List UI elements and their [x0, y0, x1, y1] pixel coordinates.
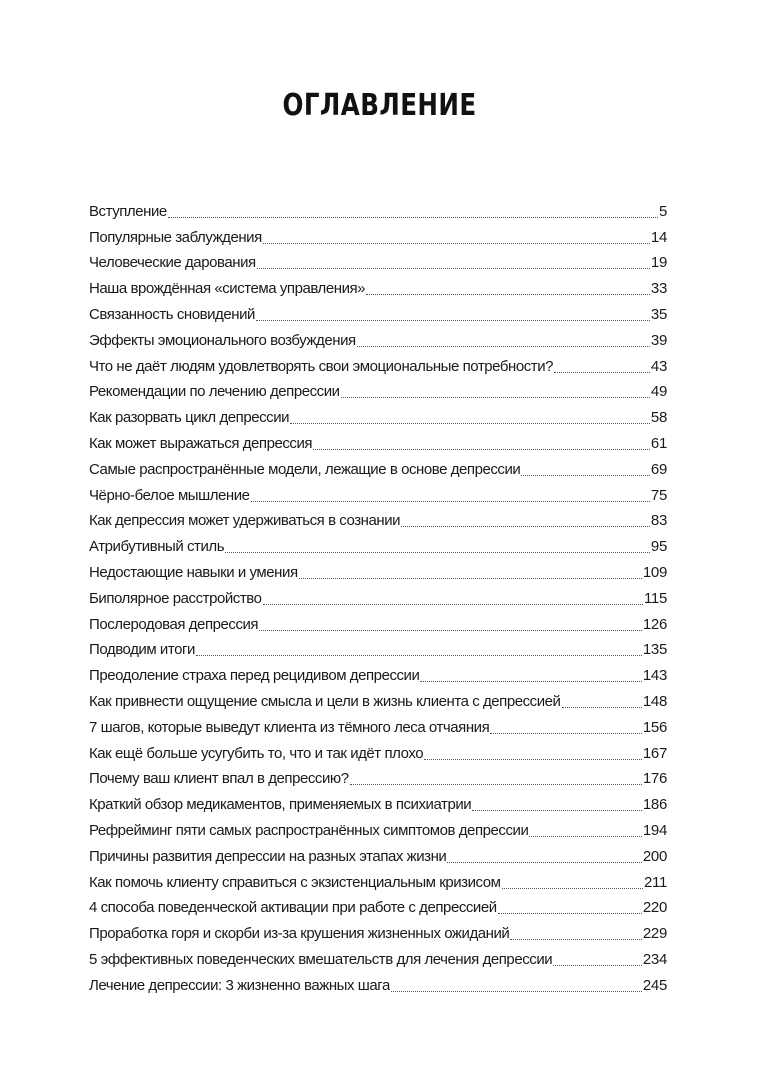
toc-entry-page-number: 167: [642, 744, 667, 762]
toc-entry[interactable]: [89, 273, 667, 299]
dot-leader: [521, 475, 650, 476]
toc-entry-page-number: 229: [642, 925, 667, 943]
dot-leader: [263, 604, 643, 605]
toc-entry[interactable]: [89, 635, 667, 661]
toc-entry-label: Как ещё больше усугубить то, что и так идёт плохо: [89, 744, 424, 762]
toc-entry[interactable]: [89, 454, 667, 480]
dot-leader: [168, 217, 658, 218]
toc-entry-label: Биполярное расстройство: [89, 589, 262, 607]
dot-leader: [502, 888, 643, 889]
dot-leader: [424, 759, 642, 760]
toc-entry-page-number: 49: [650, 383, 667, 401]
toc-entry-label: Рефрейминг пяти самых распространённых симптомов депрессии: [89, 821, 529, 839]
toc-entry-page-number: 19: [650, 254, 667, 272]
dot-leader: [341, 397, 650, 398]
toc-entry[interactable]: [89, 506, 667, 532]
toc-entry-label: 4 способа поведенческой активации при работе с депрессией: [89, 899, 497, 917]
toc-entry[interactable]: [89, 299, 667, 325]
dot-leader: [553, 965, 642, 966]
dot-leader: [447, 862, 642, 863]
toc-entry-page-number: 95: [650, 538, 667, 556]
toc-entry-label: Рекомендации по лечению депрессии: [89, 383, 340, 401]
toc-entry-label: Лечение депрессии: 3 жизненно важных шага: [89, 976, 390, 994]
dot-leader: [350, 784, 642, 785]
toc-entry-page-number: 176: [642, 770, 667, 788]
dot-leader: [554, 372, 650, 373]
toc-entry[interactable]: [89, 222, 667, 248]
toc-entry[interactable]: [89, 867, 667, 893]
toc-entry-label: Как разорвать цикл депрессии: [89, 409, 290, 427]
dot-leader: [196, 655, 642, 656]
toc-entry-page-number: 39: [650, 331, 667, 349]
toc-entry[interactable]: [89, 609, 667, 635]
toc-entry[interactable]: [89, 583, 667, 609]
dot-leader: [420, 681, 641, 682]
toc-entry-label: Наша врождённая «система управления»: [89, 280, 366, 298]
toc-entry[interactable]: [89, 686, 667, 712]
dot-leader: [529, 836, 641, 837]
dot-leader: [259, 630, 642, 631]
toc-entry-page-number: 35: [650, 305, 667, 323]
toc-entry[interactable]: [89, 764, 667, 790]
toc-entry-page-number: 148: [642, 692, 667, 710]
toc-entry-label: Эффекты эмоционального возбуждения: [89, 331, 356, 349]
dot-leader: [401, 526, 650, 527]
toc-entry-page-number: 220: [642, 899, 667, 917]
toc-entry-page-number: 69: [650, 460, 667, 478]
toc-entry-page-number: 14: [650, 228, 667, 246]
toc-entry-label: Что не даёт людям удовлетворять свои эмоциональные потребности?: [89, 357, 554, 375]
toc-entry-label: Атрибутивный стиль: [89, 538, 225, 556]
toc-entry-label: Связанность сновидений: [89, 305, 255, 323]
toc-entry-label: Чёрно-белое мышление: [89, 486, 250, 504]
toc-entry[interactable]: [89, 557, 667, 583]
toc-entry-label: 7 шагов, которые выведут клиента из тёмного леса отчаяния: [89, 718, 490, 736]
dot-leader: [562, 707, 642, 708]
toc-entry-label: Недостающие навыки и умения: [89, 563, 298, 581]
toc-entry-page-number: 200: [642, 847, 667, 865]
toc-entry-page-number: 126: [642, 615, 667, 633]
dot-leader: [257, 268, 650, 269]
toc-entry[interactable]: [89, 351, 667, 377]
dot-leader: [490, 733, 642, 734]
toc-entry[interactable]: [89, 944, 667, 970]
toc-entry[interactable]: [89, 402, 667, 428]
toc-entry[interactable]: [89, 893, 667, 919]
toc-entry[interactable]: [89, 789, 667, 815]
toc-entry-page-number: 245: [642, 976, 667, 994]
dot-leader: [357, 346, 650, 347]
dot-leader: [263, 243, 650, 244]
toc-entry-page-number: 61: [650, 434, 667, 452]
toc-entry-label: Проработка горя и скорби из-за крушения жизненных ожиданий: [89, 925, 510, 943]
toc-entry-label: Как привнести ощущение смысла и цели в жизнь клиента с депрессией: [89, 692, 561, 710]
toc-entry-label: Популярные заблуждения: [89, 228, 262, 246]
toc-entry[interactable]: [89, 660, 667, 686]
table-of-contents: [89, 196, 667, 996]
toc-entry[interactable]: [89, 970, 667, 996]
dot-leader: [251, 501, 650, 502]
toc-entry-page-number: 115: [643, 589, 667, 607]
dot-leader: [498, 913, 642, 914]
toc-entry[interactable]: [89, 480, 667, 506]
toc-entry-label: 5 эффективных поведенческих вмешательств для лечения депрессии: [89, 950, 553, 968]
toc-entry-label: Человеческие дарования: [89, 254, 256, 272]
toc-entry-page-number: 75: [650, 486, 667, 504]
toc-entry[interactable]: [89, 841, 667, 867]
toc-entry-page-number: 135: [642, 641, 667, 659]
toc-entry[interactable]: [89, 325, 667, 351]
toc-entry-page-number: 156: [642, 718, 667, 736]
toc-entry-label: Краткий обзор медикаментов, применяемых в психиатрии: [89, 796, 472, 814]
toc-entry-label: Как помочь клиенту справиться с экзистенциальным кризисом: [89, 873, 501, 891]
toc-entry-page-number: 143: [642, 667, 667, 685]
toc-entry[interactable]: [89, 377, 667, 403]
toc-entry[interactable]: [89, 738, 667, 764]
toc-entry-page-number: 83: [650, 512, 667, 530]
toc-entry-label: Причины развития депрессии на разных этапах жизни: [89, 847, 447, 865]
dot-leader: [472, 810, 642, 811]
toc-entry-page-number: 5: [658, 202, 667, 220]
dot-leader: [510, 939, 642, 940]
toc-entry-page-number: 33: [650, 280, 667, 298]
dot-leader: [225, 552, 650, 553]
toc-entry-page-number: 58: [650, 409, 667, 427]
toc-entry-label: Преодоление страха перед рецидивом депрессии: [89, 667, 420, 685]
toc-entry-label: Послеродовая депрессия: [89, 615, 259, 633]
toc-entry-label: Как депрессия может удерживаться в сознании: [89, 512, 401, 530]
page-title: ОГЛАВЛЕНИЕ: [282, 88, 477, 123]
toc-entry[interactable]: [89, 428, 667, 454]
dot-leader: [391, 991, 642, 992]
toc-entry-label: Почему ваш клиент впал в депрессию?: [89, 770, 349, 788]
toc-entry[interactable]: [89, 712, 667, 738]
dot-leader: [366, 294, 650, 295]
toc-entry[interactable]: [89, 248, 667, 274]
dot-leader: [313, 449, 650, 450]
toc-entry[interactable]: [89, 196, 667, 222]
toc-entry-page-number: 211: [643, 873, 667, 891]
toc-entry-page-number: 234: [642, 950, 667, 968]
toc-entry[interactable]: [89, 531, 667, 557]
toc-entry-page-number: 194: [642, 821, 667, 839]
toc-entry-page-number: 186: [642, 796, 667, 814]
toc-entry-label: Самые распространённые модели, лежащие в основе депрессии: [89, 460, 521, 478]
dot-leader: [256, 320, 650, 321]
dot-leader: [299, 578, 642, 579]
toc-entry-label: Подводим итоги: [89, 641, 195, 659]
toc-entry[interactable]: [89, 815, 667, 841]
toc-entry-page-number: 109: [642, 563, 667, 581]
toc-entry-label: Вступление: [89, 202, 167, 220]
dot-leader: [290, 423, 650, 424]
toc-entry-label: Как может выражаться депрессия: [89, 434, 313, 452]
toc-entry-page-number: 43: [650, 357, 667, 375]
toc-entry[interactable]: [89, 918, 667, 944]
